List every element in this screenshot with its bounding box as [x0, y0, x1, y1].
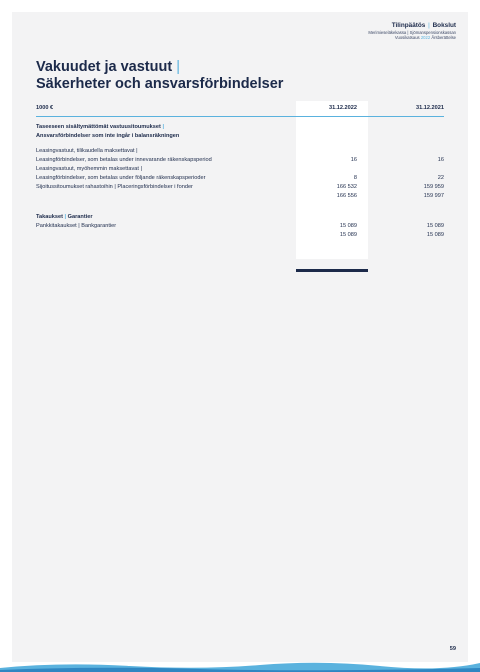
table-row — [36, 156, 444, 165]
page-number: 59 — [449, 646, 456, 652]
value-2022: 166 556 — [336, 193, 357, 199]
table-row — [36, 147, 444, 156]
row-label: Leasingvastuut, myöhemmin maksettavat | — [36, 166, 142, 172]
running-header — [368, 22, 456, 41]
title-sv: Säkerheter och ansvarsförbindelser — [36, 76, 284, 92]
header-divider — [36, 116, 444, 117]
column-header-2022: 31.12.2022 — [329, 105, 357, 111]
value-2021: 159 997 — [423, 193, 444, 199]
header-report: Vuosikatsaus 2022 Årsberättelse — [394, 35, 456, 41]
row-label: Sijoitussitoumukset rahastoihin | Placeringsförbindelser i fonder — [36, 184, 193, 190]
header-title: Tilinpäätös | Bokslut — [391, 22, 456, 29]
commitments-table — [36, 104, 444, 240]
section-heading: Takaukset | Garantier — [36, 214, 93, 220]
table-row — [36, 165, 444, 174]
table-row — [36, 222, 444, 231]
value-2021: 16 — [437, 157, 444, 163]
value-2022: 15 089 — [339, 223, 357, 229]
value-2021: 15 089 — [426, 232, 444, 238]
page-title: Vakuudet ja vastuut | Säkerheter och ansvarsförbindelser — [36, 59, 284, 92]
value-2022: 16 — [350, 157, 357, 163]
table-row — [36, 231, 444, 240]
column-header-2021: 31.12.2021 — [416, 105, 444, 111]
section-heading: Ansvarsförbindelser som inte ingår i balansräkningen — [36, 133, 180, 139]
section-heading: Taseeseen sisältymättömät vastuusitoumukset | — [36, 124, 165, 130]
value-2022: 166 532 — [336, 184, 357, 190]
table-row — [36, 183, 444, 192]
value-2022: 15 089 — [339, 232, 357, 238]
table-header-row — [36, 104, 444, 113]
value-2021: 15 089 — [426, 223, 444, 229]
value-2022: 8 — [353, 175, 357, 181]
row-label: Leasingförbindelser, som betalas under följande räkenskapsperioder — [36, 175, 206, 181]
table-row — [36, 192, 444, 201]
value-2021: 159 959 — [423, 184, 444, 190]
current-year-column-underline — [296, 269, 368, 272]
row-label: Leasingvastuut, tilikaudella maksettavat | — [36, 148, 138, 154]
unit-label: 1000 € — [36, 105, 54, 111]
row-label: Pankkitakaukset | Bankgarantier — [36, 223, 117, 229]
table-row — [36, 174, 444, 183]
header-organisation: Merimieseläkekassa | Sjömanspensionskassan — [368, 30, 456, 35]
title-fi: Vakuudet ja vastuut — [36, 59, 173, 75]
footer-wave-band — [0, 660, 480, 672]
page-sheet — [12, 12, 468, 662]
value-2021: 22 — [437, 175, 444, 181]
row-label: Leasingförbindelser, som betalas under innevarande räkenskapsperiod — [36, 157, 212, 163]
